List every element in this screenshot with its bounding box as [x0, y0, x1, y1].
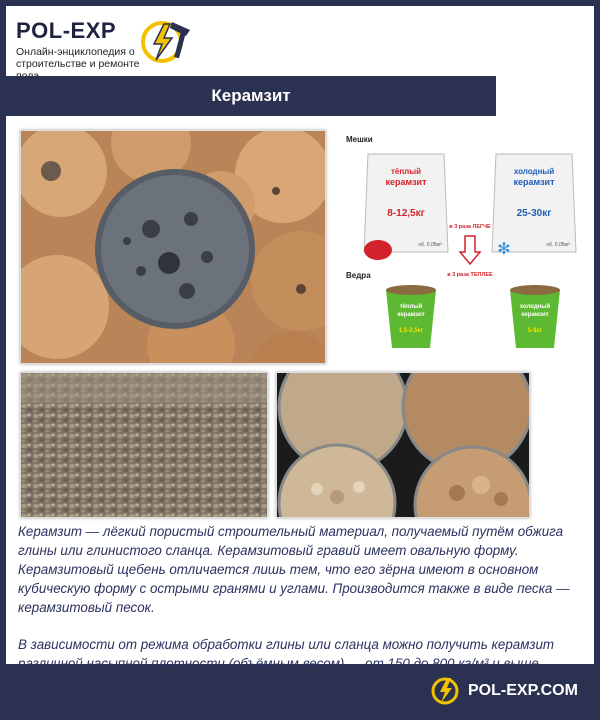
title-bar — [6, 76, 496, 116]
cold-bag-volume: об. 0,05м³ — [546, 242, 570, 248]
page-title: Керамзит — [211, 86, 291, 105]
cold-bucket-line1: холодный — [519, 304, 551, 310]
snowflake-icon: ✻ — [497, 241, 511, 258]
cold-bucket-weight: 5-8кг — [527, 328, 543, 334]
cold-bag-line2: керамзит — [513, 177, 555, 187]
photo-granule-cross-section — [20, 130, 326, 364]
warm-bucket-line2: керамзит — [397, 312, 425, 318]
photo-gravel-pile — [20, 372, 268, 518]
footer-url-link[interactable]: POL-EXP.COM — [468, 682, 578, 699]
cold-bag-weight: 25-30кг — [516, 208, 552, 219]
warm-bag-line2: керамзит — [385, 177, 427, 187]
lighter-text: в 3 раза ЛЕГЧЕ — [449, 224, 491, 230]
logo-lightning-hammer-icon — [134, 16, 194, 66]
cold-bag-line1: холодный — [513, 167, 555, 176]
brand-block[interactable] — [12, 12, 200, 74]
warm-bucket-line1: тёплый — [399, 304, 423, 310]
buckets-label: Ведра — [346, 271, 371, 280]
warm-heart-icon — [364, 240, 392, 260]
paragraph-density: В зависимости от режима обработки глины или сланца можно получить керамзит различной насыпной плотности (объёмным весом) — от 150 до 800 кг/м³ и выше. — [18, 637, 555, 671]
description-text — [18, 522, 596, 691]
content-panel — [6, 6, 594, 671]
down-arrow-icon — [460, 236, 480, 264]
paragraph-definition: Керамзит — лёгкий пористый строительный материал, получаемый путём обжига глины или глинистого сланца. Керамзитовый гравий имеет овальную форму. Керамзитовый щебень отличается лишь тем, что его зёрна имеют в основном кубическую форму с острыми гранями и углами. Производится также в виде песка — керамзитовый песок. — [18, 524, 570, 615]
warm-bag-volume: об. 0,05м³ — [418, 242, 442, 248]
bags-label: Мешки — [346, 135, 373, 144]
brand-name: POL-EXP — [16, 18, 117, 43]
cold-bucket-line2: керамзит — [521, 312, 549, 318]
photo-fractions-bowls — [276, 372, 530, 518]
warm-bag-weight: 8-12,5кг — [387, 208, 425, 219]
brand-tagline: Онлайн-энциклопедия о строительстве и ремонте — [16, 46, 140, 70]
warm-bag-line1: тёплый — [390, 167, 422, 176]
warm-bucket-weight: 1,5-2,5кг — [398, 328, 424, 334]
warmer-text: в 3 раза ТЕПЛЕЕ — [447, 272, 493, 278]
infographic-bags-buckets — [344, 132, 592, 362]
footer-logo-icon[interactable] — [430, 674, 462, 706]
